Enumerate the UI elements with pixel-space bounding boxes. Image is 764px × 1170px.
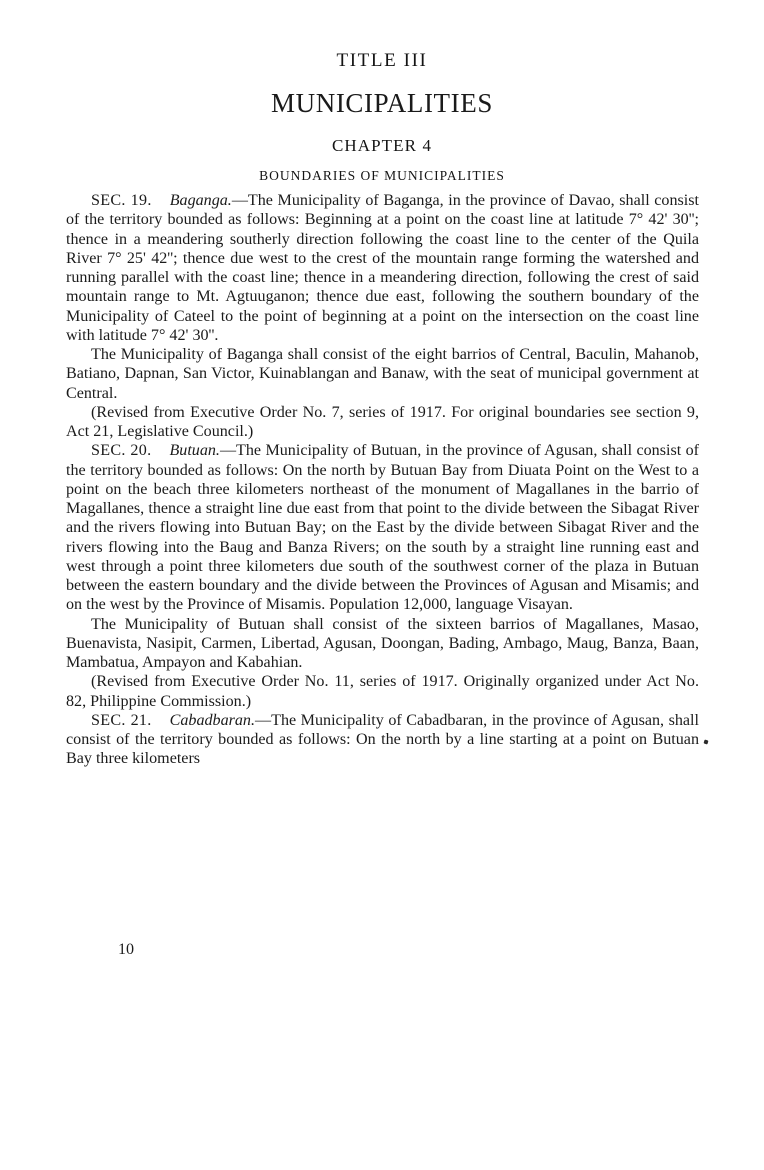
page-title-municipalities: MUNICIPALITIES bbox=[271, 88, 493, 118]
body-text-column bbox=[66, 191, 699, 769]
section-19-body: —The Municipality of Baganga, in the province of Davao, shall consist of the territory bounded as follows: Beginning at a point on the coast line at latitude 7° 42' 30''; thence in a meandering southerly direction following the coast line to the center of the Quila River 7° 25' 42''; thence due west to the crest of the mountain range forming the watershed and running parallel with the coast line; thence in a meandering direction, following the crest of said mountain range to Mt. Agtuuganon; thence due east, following the southern boundary of the Municipality of Cateel to the point of beginning at a point on the intersection on the coast line with latitude 7° 42' 30''. bbox=[66, 192, 699, 344]
section-19-barrios-paragraph: The Municipality of Baganga shall consist of the eight barrios of Central, Baculin, Mahanob, Batiano, Dapnan, San Victor, Kuinablangan and Banaw, with the seat of municipal government at Central. bbox=[66, 346, 699, 402]
section-20-barrios-paragraph: The Municipality of Butuan shall consist of the sixteen barrios of Magallanes, Masao, Buenavista, Nasipit, Carmen, Libertad, Agusan, Doongan, Bading, Ambago, Maug, Banza, Baan, Mambatua, Ampayon and Kabahian. bbox=[66, 615, 699, 671]
section-19-label: SEC. 19. bbox=[91, 192, 152, 209]
section-20-name: Butuan. bbox=[169, 442, 220, 460]
section-heading-boundaries: BOUNDARIES OF MUNICIPALITIES bbox=[259, 168, 505, 183]
section-21-name: Cabadbaran. bbox=[169, 711, 256, 729]
section-20-note: (Revised from Executive Order No. 11, series of 1917. Originally organized under Act No. 82, Philippine Commission.) bbox=[66, 673, 699, 710]
section-21-paragraph bbox=[66, 711, 699, 769]
section-19-note: (Revised from Executive Order No. 7, series of 1917. For original boundaries see section 9, Act 21, Legislative Council.) bbox=[66, 403, 699, 440]
section-20-paragraph bbox=[66, 441, 699, 614]
section-21-body: —The Municipality of Cabadbaran, in the province of Agusan, shall consist of the territory bounded as follows: On the north by a line starting at a point on Butuan Bay three kilometers bbox=[66, 711, 699, 768]
section-19-name: Baganga. bbox=[169, 192, 232, 209]
scan-artifact-speck bbox=[703, 739, 708, 744]
section-19-paragraph bbox=[66, 191, 699, 345]
section-20-label: SEC. 20. bbox=[91, 442, 152, 460]
page-title-title-iii: TITLE III bbox=[336, 50, 428, 71]
chapter-heading: CHAPTER 4 bbox=[331, 136, 433, 155]
page-folio-number: 10 bbox=[118, 941, 135, 958]
section-21-label: SEC. 21. bbox=[91, 711, 152, 729]
section-20-body: —The Municipality of Butuan, in the province of Agusan, shall consist of the territory bounded as follows: On the north by Butuan Bay from Diuata Point on the West to a point on the beach three kilometers northeast of the monument of Magallanes in the barrio of Magallanes, thence a straight line due east from that point to the divide between the Sibagat River and the rivers flowing into Butuan Bay; on the East by the divide between Sibagat River and the rivers flowing into the Baug and Banza Rivers; on the south by a straight line running east and west through a point three kilometers due south of the southwest corner of the plaza in Butuan between the eastern boundary and the divide between the Provinces of Agusan and Misamis; and on the west by the Province of Misamis. Population 12,000, language Visayan. bbox=[66, 442, 699, 614]
